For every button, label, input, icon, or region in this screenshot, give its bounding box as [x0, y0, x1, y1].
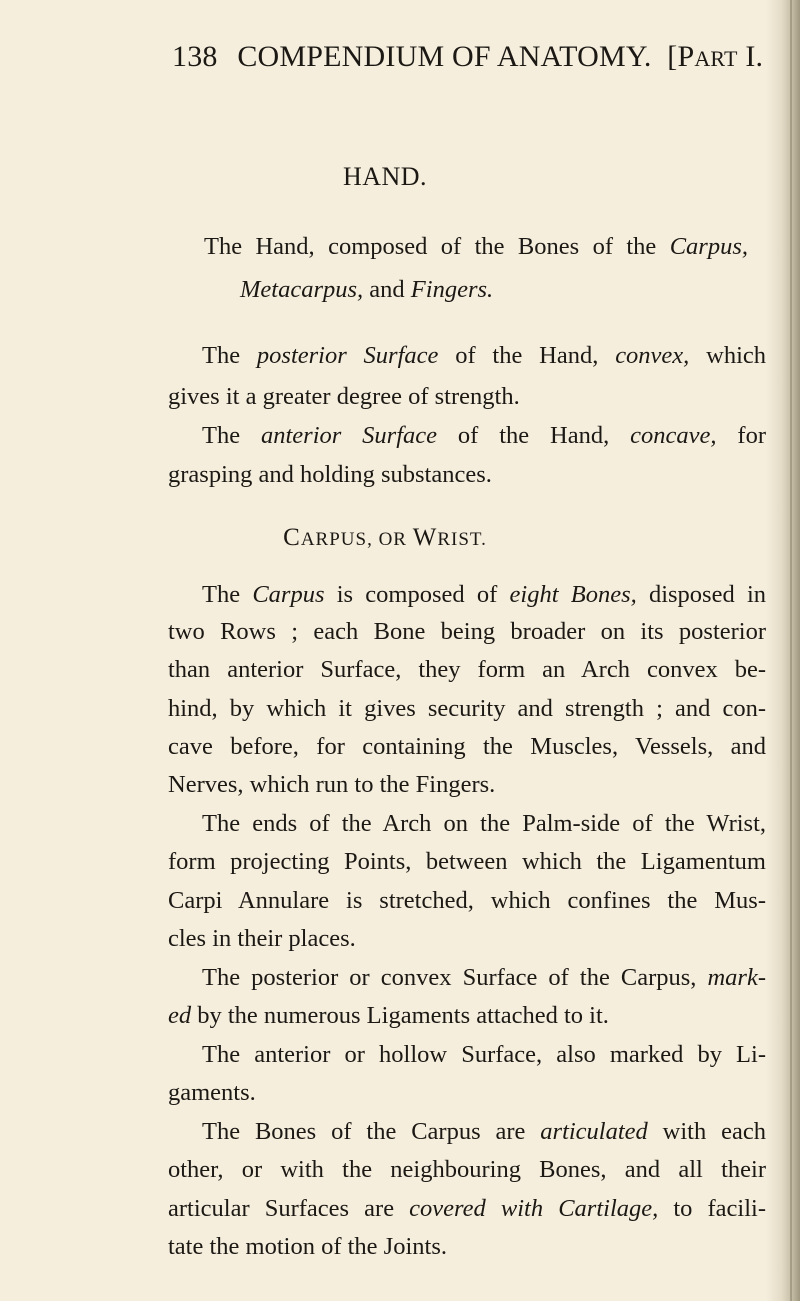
text-span: and [363, 276, 411, 303]
text-line: Carpi Annulare is stretched, which confines the Mus- [168, 887, 766, 914]
part-bracket: [ [667, 40, 678, 73]
italic-term: articulated [540, 1118, 648, 1145]
part-initial: P [677, 40, 695, 73]
text-line: other, or with the neighbouring Bones, and all their [168, 1156, 766, 1183]
text-span: of the Hand, [438, 342, 616, 369]
italic-term: convex, [615, 342, 690, 369]
text-span: which [689, 342, 766, 369]
text-span: for [716, 422, 766, 449]
subheading-small: RIST. [437, 529, 487, 550]
italic-term: Carpus, [669, 233, 748, 260]
text-span: with each [647, 1118, 766, 1145]
book-title: COMPENDIUM OF ANATOMY. [237, 40, 652, 73]
text-line [202, 1117, 766, 1147]
text-span: The Hand, composed of the Bones of the [204, 233, 670, 260]
italic-term: Fingers. [410, 276, 494, 303]
text-line [202, 341, 766, 371]
text-line [168, 1001, 609, 1031]
part-numeral: I. [745, 40, 764, 73]
text-line: The ends of the Arch on the Palm-side of the Wrist, [202, 810, 766, 837]
text-line: two Rows ; each Bone being broader on its posterior [168, 618, 766, 645]
subheading [0, 524, 770, 552]
text-line [168, 1194, 766, 1224]
text-line: than anterior Surface, they form an Arch convex be- [168, 656, 766, 683]
part-rest: ART [694, 46, 738, 71]
italic-term: posterior Surface [256, 342, 439, 369]
text-line [204, 232, 748, 262]
text-line [202, 963, 766, 993]
text-line [202, 580, 766, 610]
italic-term: anterior Surface [260, 422, 438, 449]
italic-term: concave, [630, 422, 717, 449]
page-number: 138 [172, 40, 218, 73]
italic-term: mark- [707, 964, 766, 991]
text-line: The anterior or hollow Surface, also marked by Li- [202, 1041, 766, 1068]
text-line [168, 460, 492, 490]
text-line: gaments. [168, 1079, 256, 1106]
text-line [240, 275, 493, 305]
italic-term: eight Bones, [509, 581, 637, 608]
text-span: The [202, 581, 253, 608]
text-span: disposed in [636, 581, 766, 608]
text-span: gives it a greater degree of strength. [168, 383, 520, 410]
text-line: hind, by which it gives security and strength ; and con- [168, 695, 766, 722]
text-span: to facili- [658, 1195, 766, 1222]
text-line: cave before, for containing the Muscles, Vessels, and [168, 733, 766, 760]
page-edge-shadow [766, 0, 800, 1301]
text-line [202, 421, 766, 451]
subheading-small: ARPUS, OR [300, 529, 413, 550]
text-span: The [202, 342, 257, 369]
text-line: cles in their places. [168, 925, 356, 952]
running-head [172, 40, 772, 74]
text-span: articular Surfaces are [168, 1195, 410, 1222]
italic-term: Metacarpus, [240, 276, 364, 303]
subheading-cap: C [283, 524, 301, 551]
subheading-cap: W [412, 524, 438, 551]
text-span: grasping and holding substances. [168, 461, 492, 488]
page-binding-line [790, 0, 792, 1301]
text-span: The Bones of the Carpus are [202, 1118, 541, 1145]
text-span: The posterior or convex Surface of the Carpus, [202, 964, 708, 991]
text-line [168, 382, 520, 412]
text-span: by the numerous Ligaments attached to it. [191, 1002, 609, 1029]
text-span: of the Hand, [437, 422, 631, 449]
section-title: HAND. [342, 162, 428, 191]
italic-term: Carpus [252, 581, 325, 608]
italic-term: ed [168, 1002, 192, 1029]
text-span: The [202, 422, 261, 449]
text-line: tate the motion of the Joints. [168, 1233, 447, 1260]
part-label [667, 40, 763, 73]
italic-term: covered with Cartilage, [409, 1195, 659, 1222]
text-line: Nerves, which run to the Fingers. [168, 771, 496, 798]
text-line: form projecting Points, between which the Ligamentum [168, 848, 766, 875]
text-span: is composed of [324, 581, 510, 608]
